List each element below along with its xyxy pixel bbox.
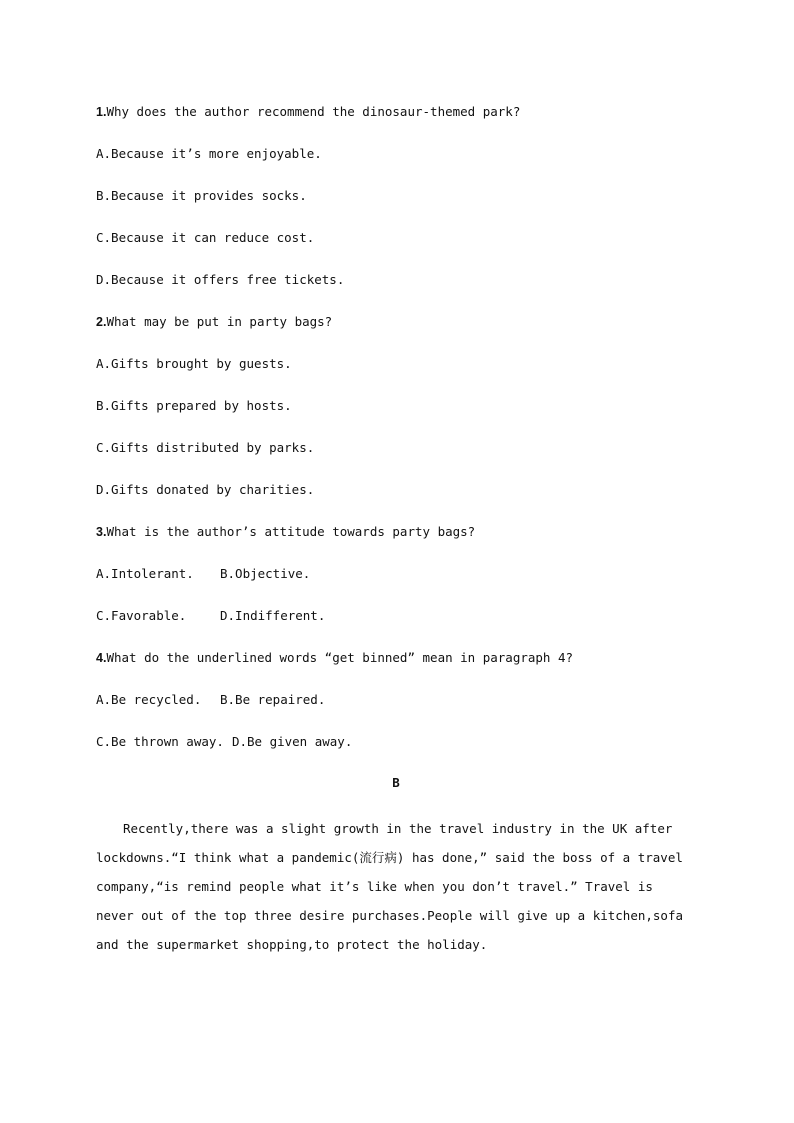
document-page [96, 101, 696, 959]
option-1b: B.Because it provides socks. [96, 188, 307, 203]
option-1a: A.Because it’s more enjoyable. [96, 146, 322, 161]
question-3 [96, 521, 696, 542]
question-4 [96, 647, 696, 668]
option-2c: C.Gifts distributed by parks. [96, 440, 315, 455]
question-number: 2. [96, 315, 107, 329]
question-text: Why does the author recommend the dinosaur-themed park? [106, 104, 521, 119]
option-4d: D.Be given away. [231, 734, 353, 749]
option-2b: B.Gifts prepared by hosts. [96, 398, 292, 413]
question-number: 1. [96, 105, 107, 119]
question-text: What is the author’s attitude towards party bags? [106, 524, 476, 539]
options-4ab [96, 689, 696, 710]
option-1d: D.Because it offers free tickets. [96, 272, 345, 287]
option-2d: D.Gifts donated by charities. [96, 482, 315, 497]
question-number: 3. [96, 525, 107, 539]
section-label: B [392, 775, 400, 790]
option-1c: C.Because it can reduce cost. [96, 230, 315, 245]
option-3d: D.Indifferent. [220, 608, 326, 623]
option-4b: B.Be repaired. [220, 692, 326, 707]
question-text: What may be put in party bags? [106, 314, 333, 329]
option-2a: A.Gifts brought by guests. [96, 356, 292, 371]
options-4cd [96, 731, 696, 752]
option-3a: A.Intolerant. [96, 566, 194, 581]
passage-paragraph: Recently,there was a slight growth in the travel industry in the UK after lockdowns.“I think what a pandemic(流行病) has done,” said the boss of a travel company,“is remind people what it’s like when you don’t travel.” Travel is never out of the top three desire purchases.People will give up a kitchen,sofa and the supermarket shopping,to protect the holiday. [96, 821, 683, 952]
option-4c: C.Be thrown away. [96, 734, 224, 749]
option-4a: A.Be recycled. [96, 692, 202, 707]
question-number: 4. [96, 651, 107, 665]
question-1 [96, 101, 696, 122]
options-3cd [96, 605, 696, 626]
question-text: What do the underlined words “get binned” mean in paragraph 4? [106, 650, 574, 665]
options-3ab [96, 563, 696, 584]
question-2 [96, 311, 696, 332]
option-3c: C.Favorable. [96, 608, 187, 623]
option-3b: B.Objective. [220, 566, 311, 581]
